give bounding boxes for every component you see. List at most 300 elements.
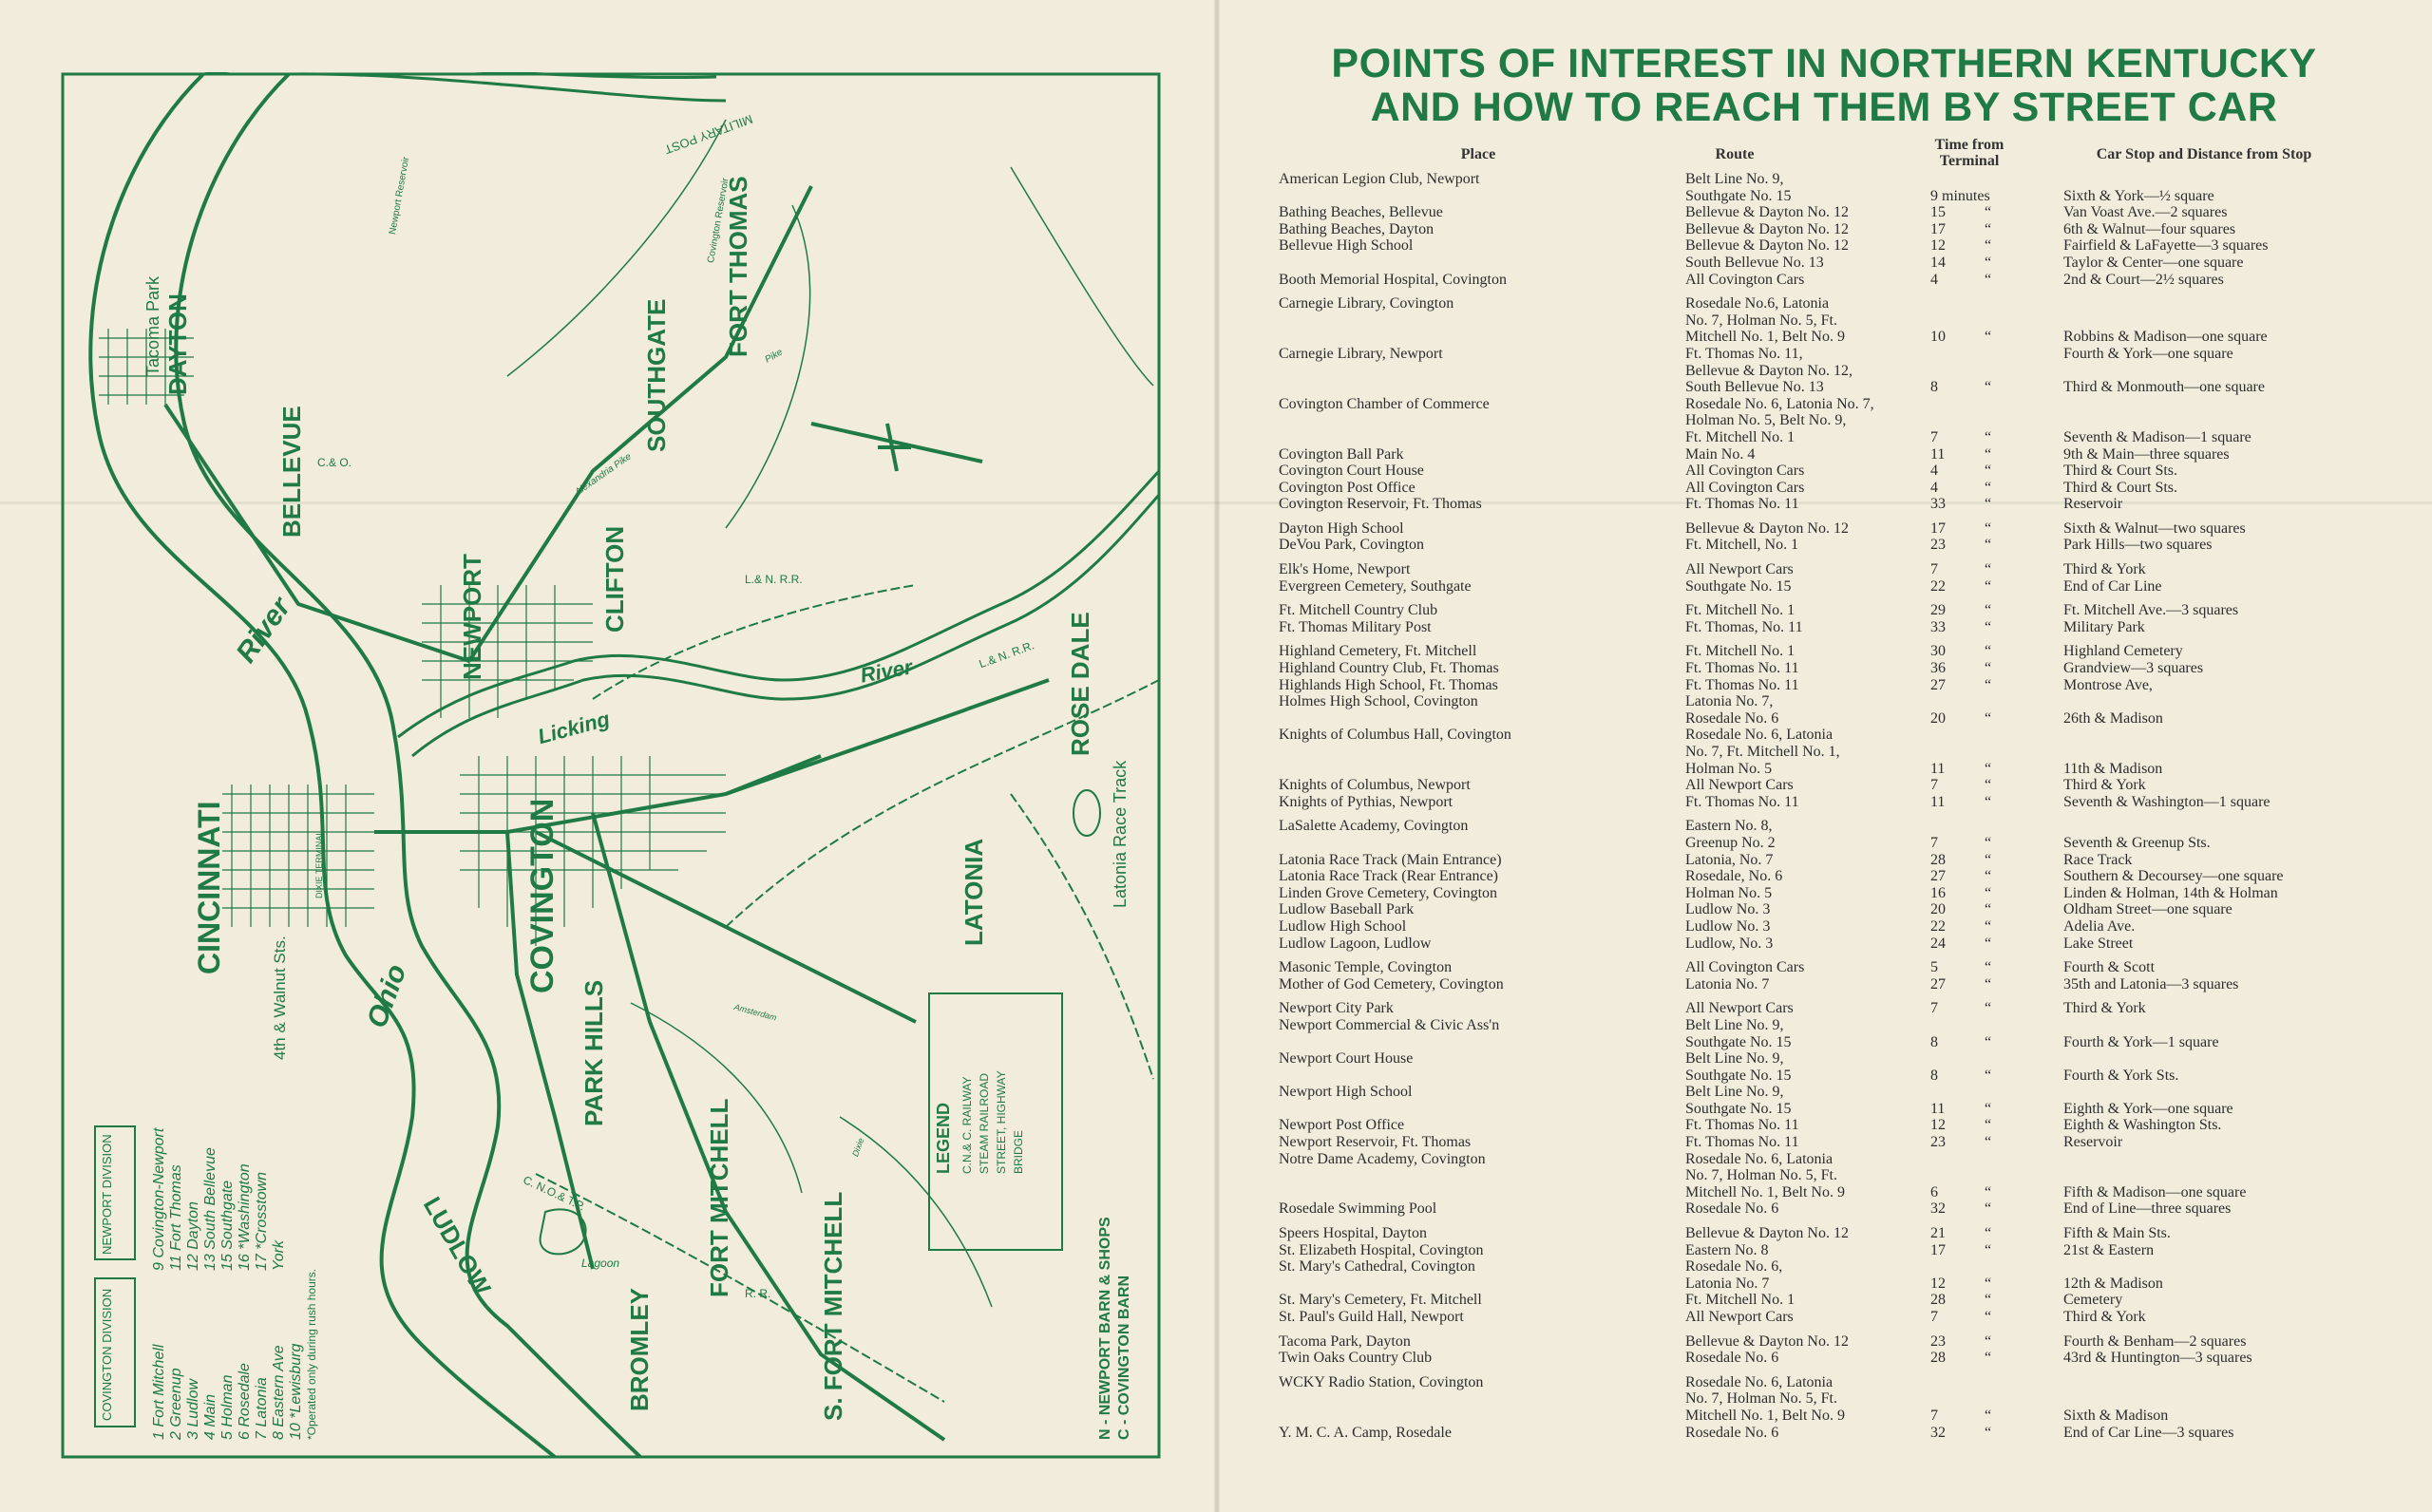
route-cell: No. 7, Holman No. 5, Ft. [1685, 1390, 1837, 1408]
route-cell: Mitchell No. 1, Belt No. 9 [1685, 329, 1845, 346]
time-cell: 22 [1930, 577, 1946, 595]
route-cell: Southgate No. 15 [1685, 577, 1792, 595]
table-row [1279, 396, 2419, 413]
label-clifton: CLIFTON [600, 525, 629, 633]
route-cell: Main No. 4 [1685, 445, 1756, 463]
table-row [1279, 852, 2419, 869]
table-row [1279, 619, 2419, 636]
label-ln-rr-1: L.& N. R.R. [745, 573, 803, 586]
time-cell: 32 [1930, 1424, 1946, 1441]
place-cell: Twin Oaks Country Club [1279, 1350, 1433, 1367]
place-cell: Newport Post Office [1279, 1117, 1405, 1134]
time-cell: 14 [1930, 254, 1946, 271]
stop-cell: Fourth & York—1 square [2063, 1033, 2219, 1050]
newport-route-15: 15 Southgate [219, 1180, 236, 1271]
title-line-1: POINTS OF INTEREST IN NORTHERN KENTUCKY [1331, 41, 2317, 86]
place-cell: Ft. Thomas Military Post [1279, 618, 1432, 635]
place-cell: Covington Chamber of Commerce [1279, 395, 1490, 412]
place-cell: Y. M. C. A. Camp, Rosedale [1279, 1424, 1452, 1441]
stop-cell: End of Car Line—3 squares [2063, 1424, 2234, 1441]
ditto-cell: “ [1985, 479, 1992, 496]
stop-cell: Montrose Ave, [2063, 676, 2153, 693]
newport-route-16: 16 *Washington [237, 1163, 253, 1271]
stop-cell: Third & Court Sts. [2063, 463, 2178, 480]
label-amsterdam: Amsterdam [732, 1002, 778, 1023]
label-latonia-race-track: Latonia Race Track [1111, 760, 1130, 908]
place-cell: Covington Post Office [1279, 479, 1416, 496]
stop-cell: 6th & Walnut—four squares [2063, 220, 2236, 237]
place-cell: Newport City Park [1279, 1000, 1394, 1017]
table-row [1279, 188, 2419, 205]
time-cell: 23 [1930, 1134, 1946, 1151]
table-row [1279, 1292, 2419, 1309]
place-cell: Knights of Columbus, Newport [1279, 777, 1471, 794]
time-cell: 27 [1930, 676, 1946, 693]
route-cell: Ft. Mitchell No. 1 [1685, 643, 1796, 660]
time-cell: 7 [1930, 777, 1938, 794]
place-cell: Linden Grove Cemetery, Covington [1279, 884, 1498, 901]
time-cell: 8 [1930, 1067, 1938, 1084]
table-row [1279, 1309, 2419, 1326]
route-cell: Bellevue & Dayton No. 12 [1685, 1225, 1849, 1242]
route-cell: Rosedale No. 6, Latonia [1685, 1373, 1834, 1390]
route-cell: Mitchell No. 1, Belt No. 9 [1685, 1407, 1845, 1424]
ditto-cell: “ [1985, 1225, 1992, 1242]
legend-title: LEGEND [934, 1102, 953, 1174]
ditto-cell: “ [1985, 917, 1992, 935]
newport-route-11: 11 Fort Thomas [168, 1164, 184, 1271]
place-cell: Bathing Beaches, Dayton [1279, 220, 1434, 237]
ditto-cell: “ [1985, 793, 1992, 810]
table-row [1279, 429, 2419, 446]
time-cell: 23 [1930, 537, 1946, 554]
place-cell: Bathing Beaches, Bellevue [1279, 204, 1443, 221]
place-cell: Rosedale Swimming Pool [1279, 1200, 1437, 1218]
route-cell: Bellevue & Dayton No. 12 [1685, 204, 1849, 221]
place-cell: St. Mary's Cathedral, Covington [1279, 1258, 1475, 1276]
ditto-cell: “ [1985, 1067, 1992, 1084]
route-cell: Ludlow No. 3 [1685, 901, 1771, 918]
stop-cell: 35th and Latonia—3 squares [2063, 975, 2239, 992]
table-row [1279, 727, 2419, 744]
label-s-fort-mitchell: S. FORT MITCHELL [819, 1191, 847, 1421]
table-row [1279, 868, 2419, 885]
route-cell: Bellevue & Dayton No. 12 [1685, 237, 1849, 255]
route-cell: Rosedale No. 6, [1685, 1258, 1783, 1276]
stop-cell: Fairfield & LaFayette—3 squares [2063, 237, 2269, 255]
time-cell: 7 [1930, 561, 1938, 578]
stop-cell: Third & York [2063, 1000, 2146, 1017]
legend-item: STREET, HIGHWAY [995, 1070, 1008, 1174]
stop-cell: Linden & Holman, 14th & Holman [2063, 884, 2278, 901]
table-row [1279, 463, 2419, 480]
time-cell: 16 [1930, 884, 1946, 901]
time-cell: 8 [1930, 379, 1938, 396]
ditto-cell: “ [1985, 709, 1992, 727]
label-southgate: SOUTHGATE [642, 298, 671, 452]
table-row [1279, 363, 2419, 380]
time-cell: 22 [1930, 917, 1946, 935]
ditto-cell: “ [1985, 237, 1992, 255]
label-fort-thomas: FORT THOMAS [724, 176, 752, 357]
table-row [1279, 936, 2419, 953]
stop-cell: 21st & Eastern [2063, 1241, 2155, 1258]
table-row [1279, 204, 2419, 221]
route-cell: Ft. Thomas No. 11 [1685, 1134, 1799, 1151]
place-cell: Bellevue High School [1279, 237, 1414, 255]
time-cell: 4 [1930, 479, 1938, 496]
ditto-cell: “ [1985, 1424, 1992, 1441]
place-cell: Ludlow High School [1279, 917, 1407, 935]
route-cell: Mitchell No. 1, Belt No. 9 [1685, 1183, 1845, 1200]
label-licking-river: River [858, 654, 915, 688]
time-cell: 20 [1930, 709, 1946, 727]
place-cell: Covington Ball Park [1279, 445, 1404, 463]
stop-cell: Fifth & Madison—one square [2063, 1183, 2247, 1200]
label-4th-walnut: 4th & Walnut Sts. [271, 936, 289, 1060]
time-cell: 12 [1930, 1275, 1946, 1292]
time-cell: 4 [1930, 463, 1938, 480]
place-cell: DeVou Park, Covington [1279, 537, 1425, 554]
label-bromley: BROMLEY [625, 1288, 654, 1411]
shop-note-newport: N - NEWPORT BARN & SHOPS [1097, 1217, 1113, 1440]
route-cell: Bellevue & Dayton No. 12 [1685, 1332, 1849, 1350]
stop-cell: Race Track [2063, 851, 2133, 868]
label-dixie-terminal: DIXIE TERMINAL [314, 830, 324, 898]
route-cell: Ft. Thomas No. 11 [1685, 793, 1799, 810]
label-military-post: MILITARY POST [662, 111, 755, 158]
table-row [1279, 677, 2419, 694]
route-cell: Rosedale No. 6 [1685, 1424, 1779, 1441]
stop-cell: Sixth & Madison [2063, 1407, 2169, 1424]
route-cell: Ft. Thomas No. 11 [1685, 676, 1799, 693]
place-cell: Latonia Race Track (Main Entrance) [1279, 851, 1502, 868]
time-cell: 7 [1930, 1309, 1938, 1325]
stop-cell: Grandview—3 squares [2063, 660, 2204, 677]
time-cell: 32 [1930, 1200, 1946, 1218]
table-row [1279, 346, 2419, 363]
legend-item: BRIDGE [1012, 1129, 1025, 1174]
route-cell: Belt Line No. 9, [1685, 1084, 1784, 1101]
place-cell: Evergreen Cemetery, Southgate [1279, 577, 1472, 595]
table-row [1279, 446, 2419, 463]
table-row [1279, 1101, 2419, 1118]
place-cell: American Legion Club, Newport [1279, 171, 1480, 187]
place-cell: St. Elizabeth Hospital, Covington [1279, 1241, 1484, 1258]
ditto-cell: “ [1985, 445, 1992, 463]
ditto-cell: “ [1985, 428, 1992, 445]
label-dayton: DAYTON [163, 293, 192, 395]
route-cell: Rosedale No. 6, Latonia [1685, 1150, 1834, 1167]
place-cell: Newport Court House [1279, 1050, 1414, 1068]
time-cell: 17 [1930, 1241, 1946, 1258]
table-row [1279, 329, 2419, 346]
points-of-interest-table [1279, 171, 2419, 1441]
stop-cell: 26th & Madison [2063, 709, 2163, 727]
ditto-cell: “ [1985, 537, 1992, 554]
table-row [1279, 561, 2419, 578]
north-arrow [811, 424, 982, 471]
time-cell: 20 [1930, 901, 1946, 918]
stop-cell: Fourth & Benham—2 squares [2063, 1332, 2247, 1350]
place-cell: Covington Court House [1279, 463, 1424, 480]
newport-route-17: 17 *Crosstown [254, 1171, 270, 1271]
ditto-cell: “ [1985, 1332, 1992, 1350]
label-ohio: Ohio [361, 960, 413, 1032]
table-row [1279, 818, 2419, 835]
table-row [1279, 255, 2419, 272]
table-row [1279, 1017, 2419, 1034]
time-cell: 23 [1930, 1332, 1946, 1350]
place-cell: Newport Reservoir, Ft. Thomas [1279, 1134, 1472, 1151]
table-row [1279, 918, 2419, 936]
route-cell: Southgate No. 15 [1685, 1100, 1792, 1117]
newport-route-13: 13 South Bellevue [202, 1147, 218, 1271]
route-cell: Belt Line No. 9, [1685, 1016, 1784, 1033]
covington-route-7: 7 Latonia [254, 1377, 270, 1440]
route-cell: Belt Line No. 9, [1685, 171, 1784, 187]
table-row [1279, 1258, 2419, 1276]
time-cell: 11 [1930, 1100, 1946, 1117]
place-cell: Highlands High School, Ft. Thomas [1279, 676, 1498, 693]
time-cell: 6 [1930, 1183, 1938, 1200]
place-cell: Covington Reservoir, Ft. Thomas [1279, 496, 1482, 513]
ditto-cell: “ [1985, 935, 1992, 952]
time-cell: 12 [1930, 1117, 1946, 1134]
stop-cell: 2nd & Court—2½ squares [2063, 271, 2224, 288]
place-cell: Dayton High School [1279, 520, 1404, 537]
label-pike: Pike [763, 347, 785, 366]
ditto-cell: “ [1985, 660, 1992, 677]
stop-cell: Seventh & Greenup Sts. [2063, 834, 2211, 851]
table-row [1279, 761, 2419, 778]
route-cell: Holman No. 5 [1685, 760, 1773, 777]
label-dixie: Dixie [850, 1136, 866, 1159]
route-cell: No. 7, Holman No. 5, Ft. [1685, 312, 1837, 329]
lagoon [541, 1209, 586, 1254]
route-cell: Eastern No. 8, [1685, 818, 1773, 835]
route-cell: All Covington Cars [1685, 463, 1805, 480]
route-cell: South Bellevue No. 13 [1685, 254, 1824, 271]
ditto-cell: “ [1985, 520, 1992, 537]
place-cell: Carnegie Library, Newport [1279, 345, 1443, 362]
label-bellevue: BELLEVUE [277, 406, 306, 538]
table-row [1279, 794, 2419, 811]
stop-cell: Third & York [2063, 561, 2146, 578]
ditto-cell: “ [1985, 1033, 1992, 1050]
ditto-cell: “ [1985, 254, 1992, 271]
route-cell: Ft. Mitchell No. 1 [1685, 602, 1796, 619]
table-row [1279, 1034, 2419, 1051]
stop-cell: Third & York [2063, 1309, 2146, 1325]
route-cell: Latonia No. 7 [1685, 975, 1770, 992]
table-row [1279, 1151, 2419, 1168]
stop-cell: Eighth & York—one square [2063, 1100, 2233, 1117]
route-cell: South Bellevue No. 13 [1685, 379, 1824, 396]
route-cell: No. 7, Holman No. 5, Ft. [1685, 1167, 1837, 1184]
covington-route-5: 5 Holman [219, 1374, 236, 1440]
label-alexandria-pike: Alexandria Pike [573, 451, 634, 499]
route-cell: Belt Line No. 9, [1685, 1050, 1784, 1068]
stop-cell: Military Park [2063, 618, 2145, 635]
place-cell: Knights of Columbus Hall, Covington [1279, 727, 1511, 744]
route-cell: No. 7, Ft. Mitchell No. 1, [1685, 744, 1840, 760]
stop-cell: Sixth & Walnut—two squares [2063, 520, 2246, 537]
stop-cell: Seventh & Madison—1 square [2063, 428, 2252, 445]
table-row [1279, 171, 2419, 188]
route-cell: Ft. Thomas No. 11 [1685, 660, 1799, 677]
label-park-hills: PARK HILLS [580, 979, 608, 1126]
stop-cell: 12th & Madison [2063, 1275, 2163, 1292]
ditto-cell: “ [1985, 1117, 1992, 1134]
route-cell: Holman No. 5, Belt No. 9, [1685, 412, 1847, 429]
place-cell: Knights of Pythias, Newport [1279, 793, 1454, 810]
place-cell: Masonic Temple, Covington [1279, 959, 1453, 976]
table-row [1279, 602, 2419, 619]
table-row [1279, 643, 2419, 660]
table-row [1279, 1390, 2419, 1408]
covington-route-8: 8 Eastern Ave [271, 1345, 287, 1440]
table-row [1279, 1276, 2419, 1293]
place-cell: Newport Commercial & Civic Ass'n [1279, 1016, 1500, 1033]
route-cell: Southgate No. 15 [1685, 1033, 1792, 1050]
ditto-cell: “ [1985, 618, 1992, 635]
shop-note-covington: C - COVINGTON BARN [1116, 1275, 1132, 1440]
time-cell: 9 minutes [1930, 187, 1990, 204]
route-cell: All Newport Cars [1685, 1000, 1794, 1017]
label-cincinnati: CINCINNATI [192, 801, 226, 974]
table-row [1279, 1242, 2419, 1259]
table-row [1279, 693, 2419, 710]
route-cell: All Covington Cars [1685, 479, 1805, 496]
route-cell: Ft. Thomas No. 11 [1685, 496, 1799, 513]
stop-cell: Ft. Mitchell Ave.—3 squares [2063, 602, 2239, 619]
route-cell: Ft. Thomas No. 11 [1685, 1117, 1799, 1134]
table-row [1279, 976, 2419, 993]
ditto-cell: “ [1985, 271, 1992, 288]
covington-division-title: COVINGTON DIVISION [100, 1288, 114, 1421]
stop-cell: Fifth & Main Sts. [2063, 1225, 2171, 1242]
ditto-cell: “ [1985, 777, 1992, 794]
table-row [1279, 578, 2419, 595]
table-row [1279, 1425, 2419, 1442]
label-licking: Licking [535, 707, 613, 749]
time-cell: 5 [1930, 959, 1938, 976]
route-cell: Rosedale No. 6 [1685, 1200, 1779, 1218]
table-row [1279, 1068, 2419, 1085]
stop-cell: Third & York [2063, 777, 2146, 794]
time-cell: 29 [1930, 602, 1946, 619]
time-cell: 28 [1930, 1350, 1946, 1367]
label-covington-reservoir: Covington Reservoir [706, 177, 732, 264]
label-newport: NEWPORT [458, 554, 486, 680]
time-cell: 11 [1930, 793, 1946, 810]
newport-route-york: York [271, 1239, 287, 1271]
label-lagoon: Lagoon [581, 1257, 620, 1270]
latonia-race-track [1074, 790, 1100, 836]
stop-cell: Cemetery [2063, 1292, 2123, 1309]
place-cell: Newport High School [1279, 1084, 1413, 1101]
time-cell: 27 [1930, 975, 1946, 992]
route-cell: Southgate No. 15 [1685, 1067, 1792, 1084]
ditto-cell: “ [1985, 959, 1992, 976]
stop-cell: End of Line—three squares [2063, 1200, 2232, 1218]
route-cell: All Covington Cars [1685, 959, 1805, 976]
time-cell: 7 [1930, 1000, 1938, 1017]
table-row [1279, 1184, 2419, 1201]
cincinnati-grid [222, 784, 374, 927]
time-cell: 27 [1930, 868, 1946, 885]
route-cell: Ft. Mitchell, No. 1 [1685, 537, 1799, 554]
label-ludlow: LUDLOW [417, 1192, 497, 1300]
route-cell: Rosedale No. 6 [1685, 1350, 1779, 1367]
table-row [1279, 1134, 2419, 1151]
stop-cell: 43rd & Huntington—3 squares [2063, 1350, 2252, 1367]
route-cell: All Newport Cars [1685, 777, 1794, 794]
col-time: Time from Terminal [1934, 137, 2004, 169]
place-cell: St. Mary's Cemetery, Ft. Mitchell [1279, 1292, 1482, 1309]
route-cell: Rosedale No. 6, Latonia No. 7, [1685, 395, 1874, 412]
covington-route-6: 6 Rosedale [237, 1363, 253, 1440]
ditto-cell: “ [1985, 1134, 1992, 1151]
table-row [1279, 1084, 2419, 1101]
stop-cell: Taylor & Center—one square [2063, 254, 2244, 271]
route-cell: Ft. Mitchell No. 1 [1685, 428, 1796, 445]
ditto-cell: “ [1985, 760, 1992, 777]
route-cell: Latonia No. 7, [1685, 693, 1774, 710]
place-cell: Ludlow Lagoon, Ludlow [1279, 935, 1432, 952]
ditto-cell: “ [1985, 901, 1992, 918]
route-cell: Ft. Thomas No. 11, [1685, 345, 1803, 362]
place-cell: St. Paul's Guild Hall, Newport [1279, 1309, 1464, 1325]
route-cell: Latonia, No. 7 [1685, 851, 1774, 868]
ditto-cell: “ [1985, 975, 1992, 992]
place-cell: LaSalette Academy, Covington [1279, 818, 1469, 835]
ditto-cell: “ [1985, 463, 1992, 480]
time-cell: 28 [1930, 851, 1946, 868]
route-cell: Eastern No. 8 [1685, 1241, 1769, 1258]
table-row [1279, 1117, 2419, 1134]
time-cell: 10 [1930, 329, 1946, 346]
label-tacoma-park: Tacoma Park [143, 275, 162, 376]
table-row [1279, 379, 2419, 396]
label-rosedale: ROSE DALE [1066, 612, 1094, 756]
place-cell: Highland Cemetery, Ft. Mitchell [1279, 643, 1477, 660]
stop-cell: Van Voast Ave.—2 squares [2063, 204, 2228, 221]
label-ln-rr-2: L.& N. R.R. [977, 638, 1036, 671]
route-cell: Rosedale No. 6, Latonia [1685, 727, 1834, 744]
table-row [1279, 959, 2419, 976]
stop-cell: Fourth & York Sts. [2063, 1067, 2179, 1084]
ditto-cell: “ [1985, 884, 1992, 901]
legend-item: C.N.& C. RAILWAY [960, 1076, 974, 1174]
covington-grid [460, 756, 726, 946]
time-cell: 11 [1930, 445, 1946, 463]
stop-cell: Southern & Decoursey—one square [2063, 868, 2284, 885]
time-cell: 28 [1930, 1292, 1946, 1309]
time-cell: 33 [1930, 496, 1946, 513]
time-cell: 4 [1930, 271, 1938, 288]
title-line-2: AND HOW TO REACH THEM BY STREET CAR [1370, 85, 2278, 130]
time-cell: 15 [1930, 204, 1946, 221]
stop-cell: 11th & Madison [2063, 760, 2163, 777]
time-cell: 17 [1930, 520, 1946, 537]
time-cell: 8 [1930, 1033, 1938, 1050]
route-cell: Greenup No. 2 [1685, 834, 1776, 851]
table-row [1279, 412, 2419, 429]
table-row [1279, 885, 2419, 902]
stop-cell: Highland Cemetery [2063, 643, 2183, 660]
